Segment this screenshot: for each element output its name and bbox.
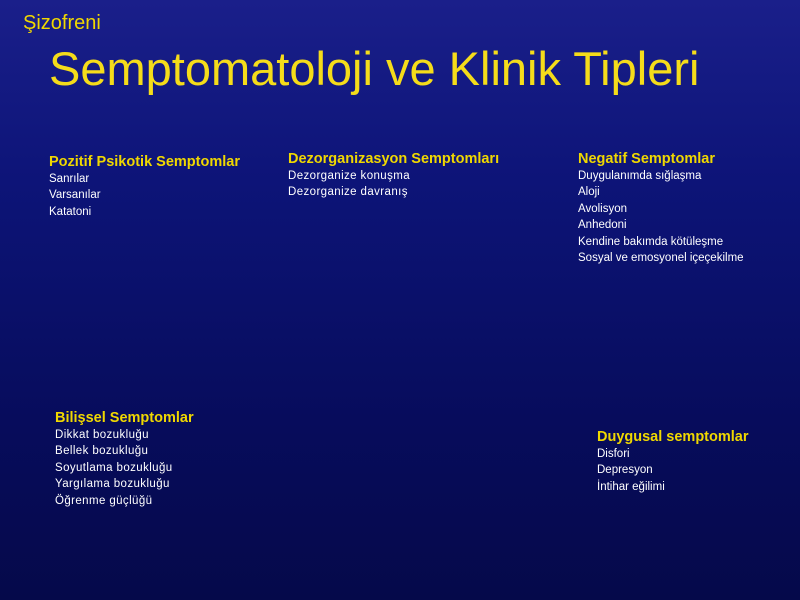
group-heading: Negatif Semptomlar: [578, 151, 715, 167]
group-duygusal: [597, 428, 749, 495]
list-item: Soyutlama bozukluğu: [55, 461, 173, 474]
list-item: Sosyal ve emosyonel içeçekilme: [578, 252, 744, 265]
list-item: Dezorganize davranış: [288, 186, 408, 199]
group-heading: Pozitif Psikotik Semptomlar: [49, 154, 240, 170]
list-item: Aloji: [578, 186, 600, 199]
slide-title: Semptomatoloji ve Klinik Tipleri: [49, 42, 700, 95]
list-item: Anhedoni: [578, 219, 627, 232]
list-item: Sanrılar: [49, 173, 90, 185]
list-item: Dezorganize konuşma: [288, 170, 411, 182]
list-item: İntihar eğilimi: [597, 480, 665, 493]
list-item: Avolisyon: [578, 202, 628, 215]
group-bilissel: [55, 409, 194, 509]
list-item: Yargılama bozukluğu: [55, 478, 170, 491]
list-item: Öğrenme güçlüğü: [55, 494, 153, 507]
group-pozitif-psikotik: [49, 153, 240, 220]
list-item: Katatoni: [49, 205, 92, 218]
list-item: Bellek bozukluğu: [55, 445, 149, 458]
list-item: Varsanılar: [49, 189, 101, 202]
group-heading: Duygusal semptomlar: [597, 429, 749, 445]
list-item: Depresyon: [597, 464, 653, 477]
group-dezorganizasyon: [288, 150, 499, 201]
list-item: Disfori: [597, 448, 630, 460]
group-heading: Bilişsel Semptomlar: [55, 410, 194, 426]
list-item: Kendine bakımda kötüleşme: [578, 235, 724, 248]
group-negatif: [578, 150, 744, 266]
group-heading: Dezorganizasyon Semptomları: [288, 151, 500, 167]
list-item: Duygulanımda sığlaşma: [578, 170, 702, 182]
list-item: Dikkat bozukluğu: [55, 429, 149, 441]
slide-subtitle: Şizofreni: [23, 12, 101, 34]
